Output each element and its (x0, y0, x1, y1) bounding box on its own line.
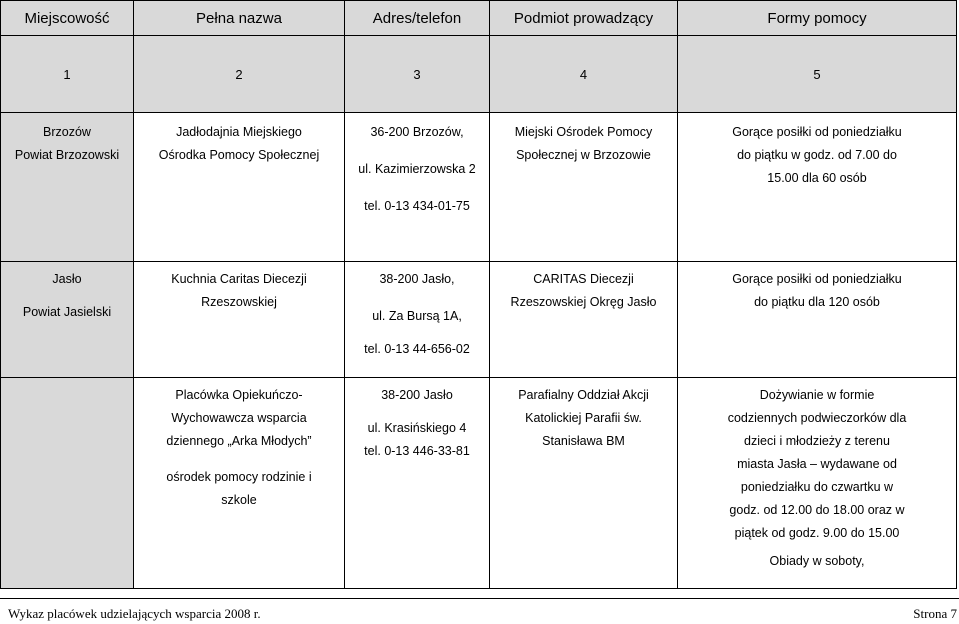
phone-number: tel. 0-13 44-656-02 (364, 342, 470, 356)
district-name: Powiat Brzozowski (14, 148, 120, 162)
help-line: piątek od godz. 9.00 do 15.00 (734, 526, 900, 540)
postal-address: 38-200 Jasło, (379, 272, 455, 286)
operator-line: CARITAS Diecezji (533, 272, 634, 286)
name-cell (134, 262, 345, 378)
town-cell (1, 262, 134, 378)
street-address: ul. Krasińskiego 4 (367, 421, 467, 435)
table-row (1, 378, 957, 589)
phone-number: tel. 0-13 446-33-81 (364, 444, 470, 458)
name-line: szkole (221, 493, 257, 507)
operator-line: Stanisława BM (542, 434, 625, 448)
name-line: ośrodek pomocy rodzinie i (166, 470, 312, 484)
help-cell (678, 262, 957, 378)
operator-line: Parafialny Oddział Akcji (518, 388, 649, 402)
column-number-5: 5 (678, 36, 957, 113)
header-address-phone: Adres/telefon (345, 1, 490, 36)
name-line: Placówka Opiekuńczo- (175, 388, 303, 402)
name-line: Kuchnia Caritas Diecezji (171, 272, 307, 286)
help-cell (678, 378, 957, 589)
column-number-row (1, 36, 957, 113)
postal-address: 36-200 Brzozów, (370, 125, 464, 139)
operator-line: Katolickiej Parafii św. (525, 411, 642, 425)
district-name: Powiat Jasielski (22, 305, 112, 319)
name-line: Wychowawcza wsparcia (171, 411, 307, 425)
town-name: Jasło (52, 272, 82, 286)
town-cell (1, 113, 134, 262)
column-number-2: 2 (134, 36, 345, 113)
address-cell (345, 378, 490, 589)
name-line: Ośrodka Pomocy Społecznej (158, 148, 320, 162)
street-address: ul. Za Bursą 1A, (372, 309, 462, 323)
footer-title: Wykaz placówek udzielających wsparcia 2008 r. (8, 606, 261, 621)
help-cell (678, 113, 957, 262)
help-line: dzieci i młodzieży z terenu (744, 434, 890, 448)
name-line: Jadłodajnia Miejskiego (176, 125, 302, 139)
street-address: ul. Kazimierzowska 2 (358, 162, 476, 176)
header-operator: Podmiot prowadzący (490, 1, 678, 36)
table-row (1, 262, 957, 378)
address-cell (345, 262, 490, 378)
operator-cell (490, 262, 678, 378)
name-line: Rzeszowskiej (201, 295, 277, 309)
table-header-row (1, 1, 957, 36)
operator-line: Miejski Ośrodek Pomocy (514, 125, 653, 139)
help-line: miasta Jasła – wydawane od (737, 457, 897, 471)
operator-cell (490, 113, 678, 262)
name-line: dziennego „Arka Młodych” (166, 434, 312, 448)
column-number-1: 1 (1, 36, 134, 113)
town-name: Brzozów (43, 125, 91, 139)
help-line: codziennych podwieczorków dla (727, 411, 907, 425)
header-help-forms: Formy pomocy (678, 1, 957, 36)
help-line: Gorące posiłki od poniedziałku (732, 125, 902, 139)
help-line: 15.00 dla 60 osób (767, 171, 867, 185)
table-row (1, 113, 957, 262)
page-footer (0, 598, 959, 624)
column-number-3: 3 (345, 36, 490, 113)
operator-line: Społecznej w Brzozowie (516, 148, 651, 162)
help-line: godz. od 12.00 do 18.00 oraz w (729, 503, 905, 517)
help-line: do piątku dla 120 osób (754, 295, 880, 309)
operator-cell (490, 378, 678, 589)
header-town: Miejscowość (1, 1, 134, 36)
help-line: do piątku w godz. od 7.00 do (737, 148, 897, 162)
name-cell (134, 113, 345, 262)
phone-number: tel. 0-13 434-01-75 (364, 199, 470, 213)
town-cell (1, 378, 134, 589)
address-cell (345, 113, 490, 262)
page-number: Strona 7 (913, 606, 957, 621)
help-line: Gorące posiłki od poniedziałku (732, 272, 902, 286)
operator-line: Rzeszowskiej Okręg Jasło (510, 295, 657, 309)
header-full-name: Pełna nazwa (134, 1, 345, 36)
postal-address: 38-200 Jasło (381, 388, 453, 402)
name-cell (134, 378, 345, 589)
column-number-4: 4 (490, 36, 678, 113)
help-line: Dożywianie w formie (759, 388, 875, 402)
help-line: Obiady w soboty, (769, 554, 865, 568)
help-line: poniedziałku do czwartku w (740, 480, 894, 494)
